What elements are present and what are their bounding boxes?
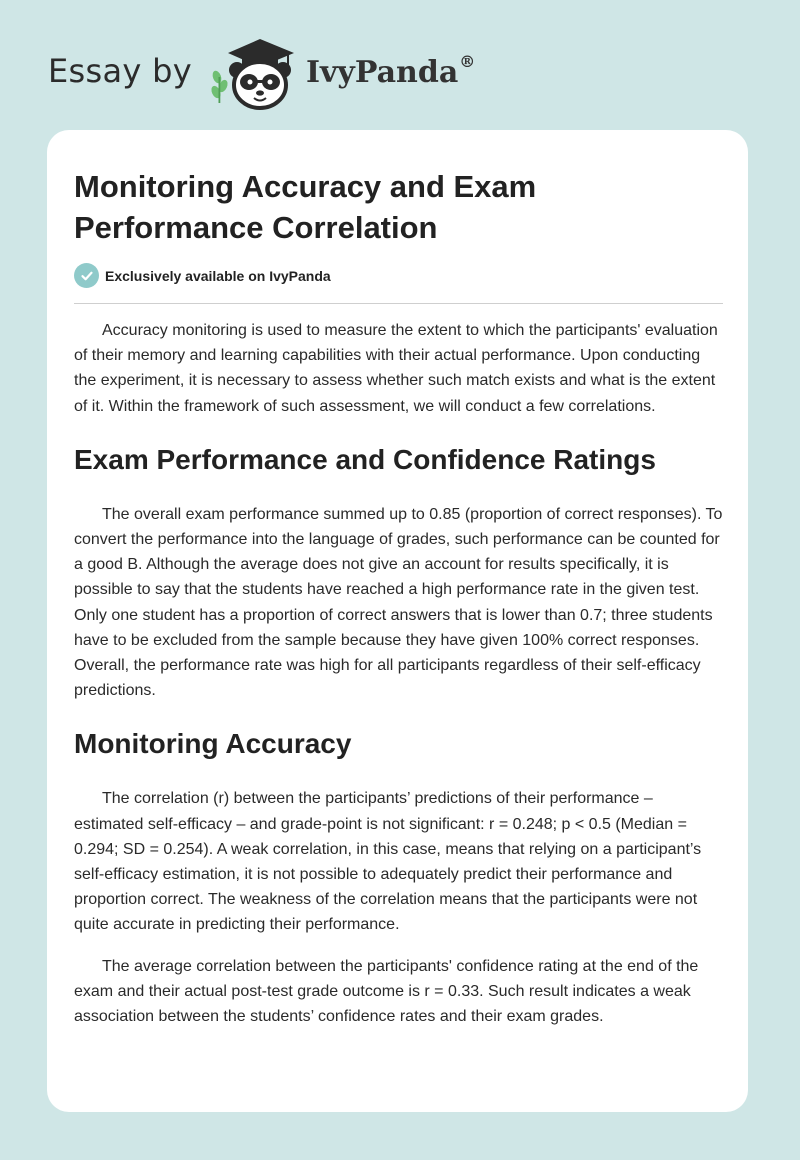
- section-heading-exam-performance: Exam Performance and Confidence Ratings: [74, 443, 656, 475]
- check-circle-icon: [74, 263, 99, 288]
- registered-mark: ®: [459, 51, 476, 71]
- site-header: [48, 34, 475, 114]
- divider: [74, 303, 723, 304]
- brand-name[interactable]: [305, 51, 476, 90]
- paragraph: The correlation (r) between the participants’ predictions of their performance – estimated self-efficacy – and grade-point is not significant: r = 0.248; p < 0.5 (Median = 0.294; SD = 0.254). A weak correlation, in this case, means that relying on a participant’s self-efficacy estimation, it is not possible to adequately predict their performance and proportion correct. The weakness of the correlation means that the participants were not quite accurate in predicting their performance.: [74, 790, 702, 934]
- article-body: [74, 318, 726, 1045]
- brand-name-text: IvyPanda: [305, 54, 459, 90]
- article-card: [47, 130, 748, 1112]
- exclusive-badge: [74, 263, 331, 288]
- exclusive-label: Exclusively available on IvyPanda: [105, 267, 331, 284]
- paragraph: The average correlation between the participants' confidence rating at the end of the exam and their actual post-test grade outcome is r = 0.33. Such result indicates a weak association between the students’ confidence rates and their exam grades.: [74, 957, 699, 1026]
- intro-paragraph: Accuracy monitoring is used to measure the extent to which the participants' evaluation of their memory and learning capabilities with their actual performance. Upon conducting the experiment, it is necessary to assess whether such match exists and what is the extent of it. Within the framework of such assessment, we will conduct a few correlations.: [74, 322, 718, 415]
- panda-graduation-cap-icon[interactable]: [208, 37, 298, 111]
- essay-by-label: Essay by: [48, 52, 192, 90]
- page-title: Monitoring Accuracy and Exam Performance Correlation: [74, 169, 537, 245]
- section-heading-monitoring-accuracy: Monitoring Accuracy: [74, 728, 352, 760]
- leaf-icon: [210, 70, 230, 103]
- paragraph: The overall exam performance summed up to 0.85 (proportion of correct responses). To convert the performance into the language of grades, such performance can be counted for a good B. Although the average does not give an account for results specifically, it is possible to say that the students have reached a high performance rate in the given test. Only one student has a proportion of correct answers that is lower than 0.7; three students have to be excluded from the sample because they have given 100% correct responses. Overall, the performance rate was high for all participants regardless of their self-efficacy predictions.: [74, 505, 723, 700]
